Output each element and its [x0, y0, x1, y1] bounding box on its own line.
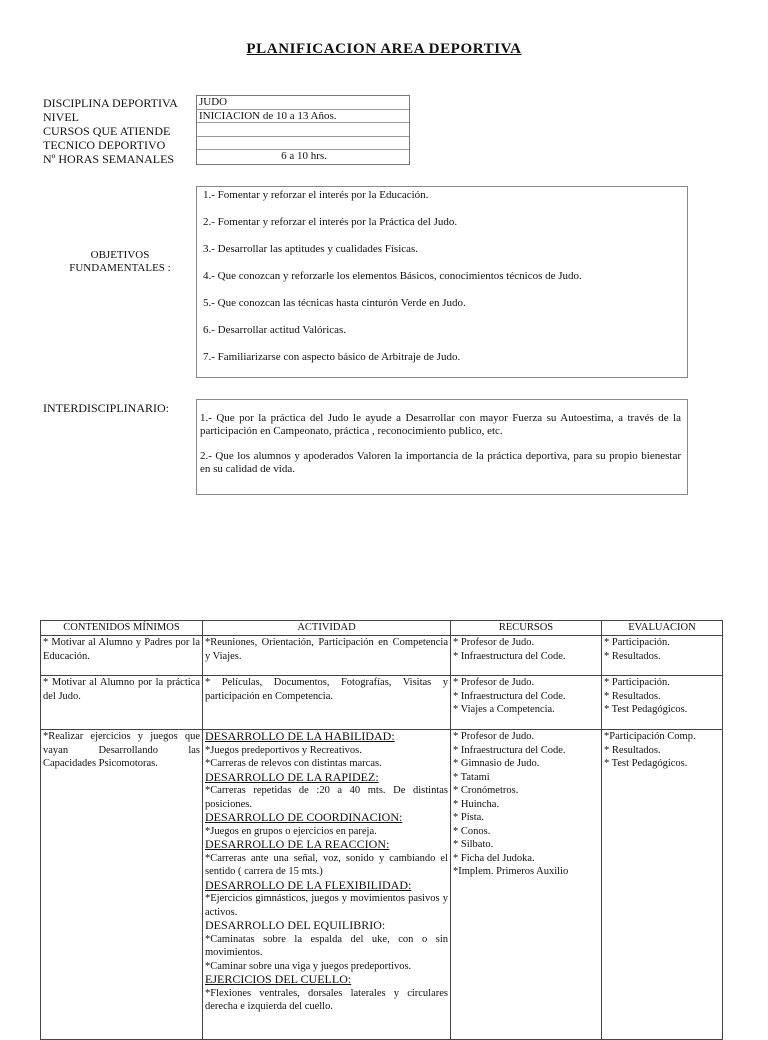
planning-table — [40, 620, 723, 1040]
activity-heading: DESARROLLO DE LA RAPIDEZ: — [205, 769, 379, 784]
cell-actividad — [203, 730, 451, 1040]
cell-actividad: *Reuniones, Orientación, Participación en Competencia y Viajes. — [203, 636, 451, 676]
cell-contenidos: * Motivar al Alumno por la práctica del Judo. — [41, 676, 203, 730]
list-item: * Silbato. — [453, 839, 494, 850]
label-nivel: NIVEL — [43, 110, 79, 124]
objectives-label-line2: FUNDAMENTALES : — [69, 262, 171, 274]
objectives-label-line1: OBJETIVOS — [90, 249, 150, 261]
activity-heading: DESARROLLO DEL EQUILIBRIO: — [205, 918, 386, 932]
activity-text: *Carreras ante una señal, voz, sonido y cambiando el sentido ( carrera de 15 mts.) — [205, 852, 448, 877]
label-cursos: CURSOS QUE ATIENDE — [43, 124, 171, 138]
header-contenidos: CONTENIDOS MÍNIMOS — [41, 621, 203, 636]
activity-text: *Carreras repetidas de :20 a 40 mts. De distintas posiciones. — [205, 785, 448, 810]
list-item: *Implem. Primeros Auxilio — [453, 866, 569, 877]
table-row — [41, 636, 723, 676]
list-item: * Test Pedagógicos. — [604, 758, 688, 769]
interdisciplinary-box — [196, 399, 688, 495]
cell-actividad: * Películas, Documentos, Fotografías, Visitas y participación en Competencia. — [203, 676, 451, 730]
list-item: * Viajes a Competencia. — [453, 704, 555, 715]
list-item: * Tatami — [453, 771, 490, 783]
list-item: * Resultados. — [604, 650, 661, 662]
activity-text: *Caminatas sobre la espalda del uke, con o sin movimientos. — [205, 933, 448, 958]
objectives-label — [60, 249, 180, 275]
list-item: * Infraestructura del Code. — [453, 690, 566, 702]
cell-evaluacion — [602, 676, 723, 730]
list-item: * Resultados. — [604, 744, 661, 756]
activity-heading: DESARROLLO DE LA FLEXIBILIDAD: — [205, 877, 412, 892]
table-row — [41, 676, 723, 730]
objective-item: 3.- Desarrollar las aptitudes y cualidades Físicas. — [203, 243, 419, 255]
cell-recursos — [451, 676, 602, 730]
list-item: * Participación. — [604, 637, 670, 648]
objective-item: 7.- Familiarizarse con aspecto básico de Arbitraje de Judo. — [203, 351, 461, 363]
activity-text: *Ejercicios gimnásticos, juegos y movimientos pasivos y activos. — [205, 893, 448, 918]
cell-recursos — [451, 636, 602, 676]
value-disciplina: JUDO — [197, 96, 409, 110]
objective-item: 4.- Que conozcan y reforzarle los elementos Básicos, conocimientos técnicos de Judo. — [203, 270, 582, 282]
objective-item: 2.- Fomentar y reforzar el interés por la Práctica del Judo. — [203, 216, 458, 228]
list-item: * Profesor de Judo. — [453, 637, 535, 648]
label-tecnico: TECNICO DEPORTIVO — [43, 138, 166, 152]
objective-item: 6.- Desarrollar actitud Valóricas. — [203, 324, 347, 336]
list-item: * Gimnasio de Judo. — [453, 758, 540, 769]
activity-text: *Juegos predeportivos y Recreativos. — [205, 744, 362, 756]
label-disciplina: DISCIPLINA DEPORTIVA — [43, 96, 178, 110]
header-evaluacion: EVALUACION — [602, 621, 723, 636]
header-recursos: RECURSOS — [451, 621, 602, 636]
cell-contenidos: * Motivar al Alumno y Padres por la Educación. — [41, 636, 203, 676]
list-item: * Conos. — [453, 825, 491, 837]
list-item: * Profesor de Judo. — [453, 677, 535, 688]
value-cursos — [197, 123, 409, 137]
activity-heading: DESARROLLO DE LA HABILIDAD: — [205, 729, 395, 743]
list-item: *Participación Comp. — [604, 731, 696, 742]
interdisciplinary-item: 1.- Que por la práctica del Judo le ayude a Desarrollar con mayor Fuerza su Autoestima, a través de la participación en Campeonato, práctica , reconocimiento publico, etc. — [200, 412, 681, 437]
objectives-box — [196, 186, 688, 378]
activity-text: *Juegos en grupos o ejercicios en pareja. — [205, 825, 377, 837]
list-item: * Infraestructura del Code. — [453, 650, 566, 662]
list-item: * Pista. — [453, 812, 484, 823]
activity-heading: DESARROLLO DE COORDINACION: — [205, 810, 403, 824]
cell-contenidos: *Realizar ejercicios y juegos que vayan Desarrollando las Capacidades Psicomotoras. — [41, 730, 203, 1040]
list-item: * Participación. — [604, 677, 670, 688]
list-item: * Test Pedagógicos. — [604, 704, 688, 715]
activity-text: *Carreras de relevos con distintas marcas. — [205, 758, 382, 769]
activity-text: *Flexiones ventrales, dorsales laterales y circulares derecha e izquierda del cuello. — [205, 987, 448, 1012]
value-tecnico — [197, 137, 409, 151]
objective-item: 1.- Fomentar y reforzar el interés por la Educación. — [203, 189, 429, 201]
table-header-row — [41, 621, 723, 636]
cell-recursos — [451, 730, 602, 1040]
activity-heading: DESARROLLO DE LA REACCION: — [205, 837, 390, 851]
interdisciplinary-label: INTERDISCIPLINARIO: — [43, 401, 169, 415]
value-nivel: INICIACION de 10 a 13 Años. — [197, 110, 409, 124]
page-title: PLANIFICACION AREA DEPORTIVA — [246, 41, 522, 57]
list-item: * Infraestructura del Code. — [453, 744, 566, 756]
cell-evaluacion — [602, 636, 723, 676]
list-item: * Ficha del Judoka. — [453, 852, 535, 864]
table-row — [41, 730, 723, 1040]
activity-heading: EJERCICIOS DEL CUELLO: — [205, 972, 352, 986]
cell-evaluacion — [602, 730, 723, 1040]
info-box — [196, 95, 410, 165]
activity-text: *Caminar sobre una viga y juegos predeportivos. — [205, 960, 412, 972]
list-item: * Cronómetros. — [453, 785, 519, 796]
interdisciplinary-item: 2.- Que los alumnos y apoderados Valoren la importancia de la práctica deportiva, para su propio bienestar en su calidad de vida. — [200, 450, 681, 475]
header-actividad: ACTIVIDAD — [203, 621, 451, 636]
list-item: * Profesor de Judo. — [453, 731, 535, 742]
label-horas: Nº HORAS SEMANALES — [43, 152, 175, 166]
objective-item: 5.- Que conozcan las técnicas hasta cinturón Verde en Judo. — [203, 297, 466, 309]
list-item: * Huincha. — [453, 798, 500, 810]
list-item: * Resultados. — [604, 690, 661, 702]
value-horas: 6 a 10 hrs. — [281, 150, 327, 163]
